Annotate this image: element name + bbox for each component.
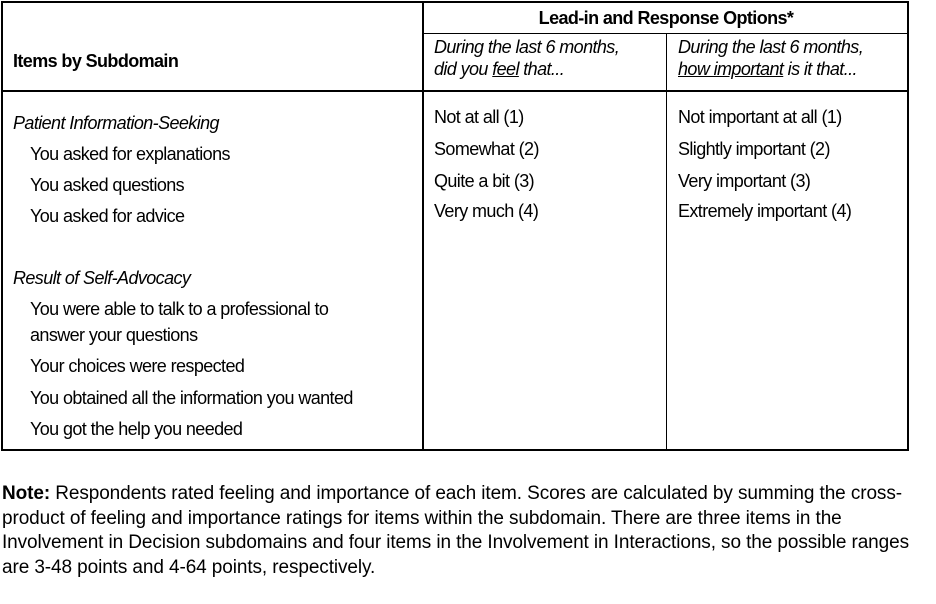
- feel-lead-line2a: did you: [434, 59, 493, 79]
- feel-underlined: feel: [492, 59, 519, 79]
- table-row: You asked questions: [30, 175, 185, 195]
- importance-option: Not important at all (1): [678, 107, 842, 127]
- items-column-header: Items by Subdomain: [13, 51, 179, 71]
- importance-option: Extremely important (4): [678, 201, 852, 221]
- feel-lead-line2b: that...: [518, 59, 565, 79]
- column-divider: [422, 1, 424, 451]
- table-row: You asked for explanations: [30, 144, 230, 164]
- table-row: You got the help you needed: [30, 419, 243, 439]
- table-border-right: [907, 1, 909, 451]
- lead-in-group-header: Lead-in and Response Options*: [538, 8, 794, 28]
- feel-lead-line1: During the last 6 months,: [434, 37, 620, 57]
- header-divider: [422, 33, 909, 34]
- subdomain-heading: Result of Self-Advocacy: [13, 268, 191, 288]
- importance-option: Very important (3): [678, 171, 811, 191]
- note-text: Respondents rated feeling and importance of each item. Scores are calculated by summing the cross-product of feeling and importance ratings for items within the subdomain. There are three items in the Involvement in Decision subdomains and four items in the Involvement in Interactions, so the possible ranges are 3-48 points and 4-64 points, respectively.: [2, 483, 909, 578]
- table-row: You obtained all the information you wanted: [30, 388, 353, 408]
- table-row: Your choices were respected: [30, 356, 245, 376]
- table-row: answer your questions: [30, 325, 198, 345]
- note-label: Note:: [2, 483, 51, 504]
- feel-option: Quite a bit (3): [434, 171, 535, 191]
- column-divider: [666, 33, 667, 451]
- table-row: You were able to talk to a professional to: [30, 299, 329, 319]
- feel-option: Somewhat (2): [434, 139, 539, 159]
- importance-lead-in: [678, 36, 863, 80]
- table-border-bottom: [1, 449, 909, 451]
- table-note: [2, 482, 922, 580]
- table-row: You asked for advice: [30, 206, 185, 226]
- subdomain-heading: Patient Information-Seeking: [13, 113, 219, 133]
- table-border-top: [1, 1, 909, 3]
- feel-option: Very much (4): [434, 201, 539, 221]
- importance-option: Slightly important (2): [678, 139, 830, 159]
- importance-lead-line2: is it that...: [783, 59, 857, 79]
- header-bottom-border: [1, 90, 909, 92]
- table-border-left: [1, 1, 3, 451]
- feel-option: Not at all (1): [434, 107, 524, 127]
- feel-lead-in: [434, 36, 619, 80]
- importance-lead-line1: During the last 6 months,: [678, 37, 864, 57]
- importance-underlined: how important: [678, 59, 784, 79]
